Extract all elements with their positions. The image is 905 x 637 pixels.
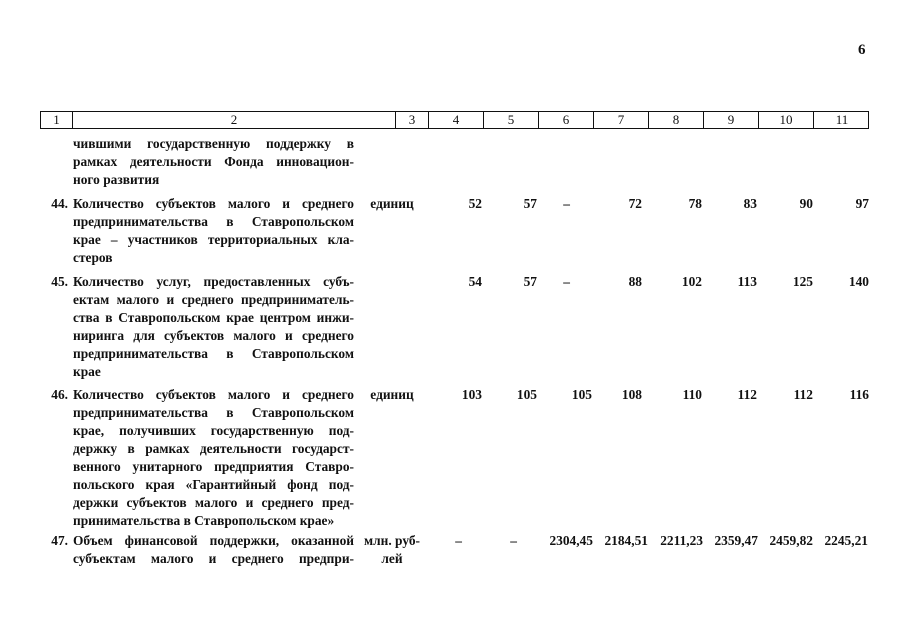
value-cell: 2304,45: [549, 533, 593, 548]
description-line: Количество услуг, предоставленных субъ-: [73, 274, 354, 289]
description-line: ства в Ставропольском крае центром инжи-: [73, 310, 354, 325]
description-line: предпринимательства в Ставропольском: [73, 214, 354, 229]
description-line: ниринга для субъектов малого и среднего: [73, 328, 354, 343]
value-cell: 113: [737, 274, 757, 289]
row-number-47: 47.: [51, 533, 68, 548]
column-header-8: 8: [648, 112, 703, 128]
description-line: Количество субъектов малого и среднего: [73, 387, 354, 402]
row-number-44: 44.: [51, 196, 68, 211]
description-line: держку в рамках деятельности государст-: [73, 441, 354, 456]
value-cell: 105: [516, 387, 537, 402]
column-header-6: 6: [538, 112, 593, 128]
value-cell: 54: [468, 274, 482, 289]
column-header-11: 11: [813, 112, 870, 128]
value-cell: 108: [621, 387, 642, 402]
row-number-45: 45.: [51, 274, 68, 289]
description-line: субъектам малого и среднего предпри-: [73, 551, 354, 566]
description-line: стеров: [73, 250, 113, 265]
value-cell: 103: [461, 387, 482, 402]
value-cell: 2211,23: [660, 533, 703, 548]
value-cell: –: [455, 533, 462, 548]
description-line: предпринимательства в Ставропольском: [73, 405, 354, 420]
description-line: венного унитарного предприятия Ставро-: [73, 459, 354, 474]
description-line: крае – участников территориальных кла-: [73, 232, 354, 247]
value-cell: 2245,21: [824, 533, 868, 548]
value-cell: 97: [855, 196, 869, 211]
row-description-45: [73, 273, 354, 381]
description-line: Объем финансовой поддержки, оказанной: [73, 533, 354, 548]
column-header-9: 9: [703, 112, 758, 128]
value-cell: 105: [571, 387, 592, 402]
description-line: крае: [73, 364, 101, 379]
value-cell: 78: [688, 196, 702, 211]
column-header-2: 2: [72, 112, 395, 128]
page-number: 6: [858, 42, 866, 58]
value-cell: 90: [799, 196, 813, 211]
value-cell: 72: [628, 196, 642, 211]
value-cell: 83: [743, 196, 757, 211]
description-line: польского края «Гарантийный фонд под-: [73, 477, 354, 492]
continuation-description: [73, 135, 354, 189]
value-cell: 88: [628, 274, 642, 289]
row-description-46: [73, 386, 354, 530]
description-line: ного развития: [73, 172, 160, 187]
description-line: предпринимательства в Ставропольском: [73, 346, 354, 361]
value-cell: 2459,82: [769, 533, 813, 548]
value-cell: 112: [793, 387, 813, 402]
description-line: принимательства в Ставропольском крае»: [73, 513, 335, 528]
description-line: чившими государственную поддержку в: [73, 136, 354, 151]
value-cell: 112: [737, 387, 757, 402]
value-cell: 110: [682, 387, 702, 402]
value-cell: –: [563, 274, 570, 289]
unit-line: млн. руб-: [364, 533, 420, 548]
description-line: Количество субъектов малого и среднего: [73, 196, 354, 211]
row-unit-47: [362, 532, 422, 568]
description-line: рамках деятельности Фонда инновацион-: [73, 154, 354, 169]
column-header-row: [40, 111, 869, 129]
description-line: держки субъектов малого и среднего пред-: [73, 495, 354, 510]
column-header-1: 1: [53, 112, 60, 127]
row-description-44: [73, 195, 354, 267]
column-header-4: 4: [428, 112, 483, 128]
value-cell: –: [563, 196, 570, 211]
description-line: крае, получивших государственную под-: [73, 423, 354, 438]
column-header-3: 3: [395, 112, 428, 128]
value-cell: 140: [848, 274, 869, 289]
value-cell: 2359,47: [714, 533, 758, 548]
value-cell: 2184,51: [604, 533, 648, 548]
value-cell: 125: [792, 274, 813, 289]
row-unit-46: единиц: [370, 387, 414, 402]
row-unit-44: единиц: [370, 196, 414, 211]
value-cell: 57: [523, 196, 537, 211]
value-cell: 57: [523, 274, 537, 289]
unit-line: лей: [381, 551, 403, 566]
value-cell: 116: [849, 387, 869, 402]
column-header-5: 5: [483, 112, 538, 128]
column-header-10: 10: [758, 112, 813, 128]
value-cell: 102: [681, 274, 702, 289]
column-header-7: 7: [593, 112, 648, 128]
value-cell: –: [510, 533, 517, 548]
row-description-47: [73, 532, 354, 568]
value-cell: 52: [468, 196, 482, 211]
row-number-46: 46.: [51, 387, 68, 402]
description-line: ектам малого и среднего предприниматель-: [73, 292, 354, 307]
